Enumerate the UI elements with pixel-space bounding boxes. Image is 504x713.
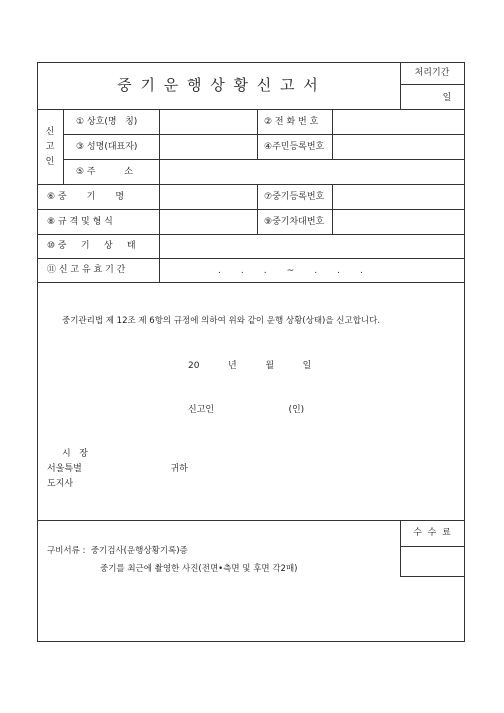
processing-period-value: 일 — [442, 93, 452, 103]
address-label: ⑤ 주 소 — [76, 167, 133, 177]
equipment-reg-no-label: ⑦중기등록번호 — [264, 192, 325, 202]
declarant-line[interactable]: 신고인 (인) — [188, 405, 305, 415]
spec-label: ⑧ 규 격 및 형 식 — [47, 217, 113, 227]
date-line[interactable]: 20 년 월 일 — [188, 361, 312, 371]
docs-line-1: 구비서류 : 중기검사(운행상황기록)증 — [47, 546, 188, 556]
name-field[interactable] — [160, 135, 256, 159]
address-field[interactable] — [160, 160, 464, 184]
applicant-group-char-3: 인 — [45, 157, 55, 167]
period-label: ⑪ 신 고 유 효 기 간 — [47, 265, 126, 275]
phone-label: ② 전 화 번 호 — [264, 117, 319, 127]
equip-row4-bottom — [37, 282, 465, 283]
processing-period-label: 처리기간 — [414, 68, 450, 78]
period-value[interactable]: . . . ~ . . . — [218, 266, 363, 276]
equipment-reg-no-field[interactable] — [333, 185, 464, 209]
trade-name-label: ① 상호(명 칭) — [76, 117, 138, 127]
trade-name-field[interactable] — [160, 110, 256, 134]
frame-bottom — [37, 641, 465, 642]
frame-left — [37, 62, 38, 642]
fee-box-bottom — [400, 576, 465, 577]
statement-text: 중기관리법 제 12조 제 6항의 규정에 의하여 위와 같이 운행 상황(상태)을 신고합니다. — [62, 316, 381, 326]
status-field[interactable] — [160, 235, 464, 258]
equipment-name-label: ⑥ 중 기 명 — [47, 192, 125, 202]
fee-label: 수 수 료 — [413, 528, 451, 538]
equipment-name-field[interactable] — [160, 185, 256, 209]
chassis-no-field[interactable] — [333, 210, 464, 234]
docs-line-2: 중기를 최근에 촬영한 사진(전면•측면 및 후면 각2매) — [100, 564, 298, 574]
spec-field[interactable] — [160, 210, 256, 234]
recipient-line-1: 시 장 — [62, 449, 88, 459]
recipient-line-3: 도지사 — [47, 479, 74, 489]
equip-row3-bottom — [37, 258, 465, 259]
recipient-line-2: 서울특별 귀하 — [47, 464, 188, 474]
applicant-group-char-1: 신 — [45, 127, 55, 137]
phone-field[interactable] — [333, 110, 464, 134]
status-label: ⑩ 중 기 상 태 — [47, 241, 136, 251]
applicant-group-char-2: 고 — [45, 142, 55, 152]
resident-no-field[interactable] — [333, 135, 464, 159]
form-title: 중 기 운 행 상 황 신 고 서 — [117, 76, 320, 94]
period-divider — [400, 84, 465, 85]
fee-field[interactable] — [401, 547, 464, 575]
frame-right — [464, 62, 465, 642]
applicant-group-divider — [63, 109, 64, 184]
resident-no-label: ④주민등록번호 — [264, 142, 325, 152]
name-label: ③ 성명(대표자) — [76, 142, 138, 152]
chassis-no-label: ⑨중기차대번호 — [264, 217, 325, 227]
